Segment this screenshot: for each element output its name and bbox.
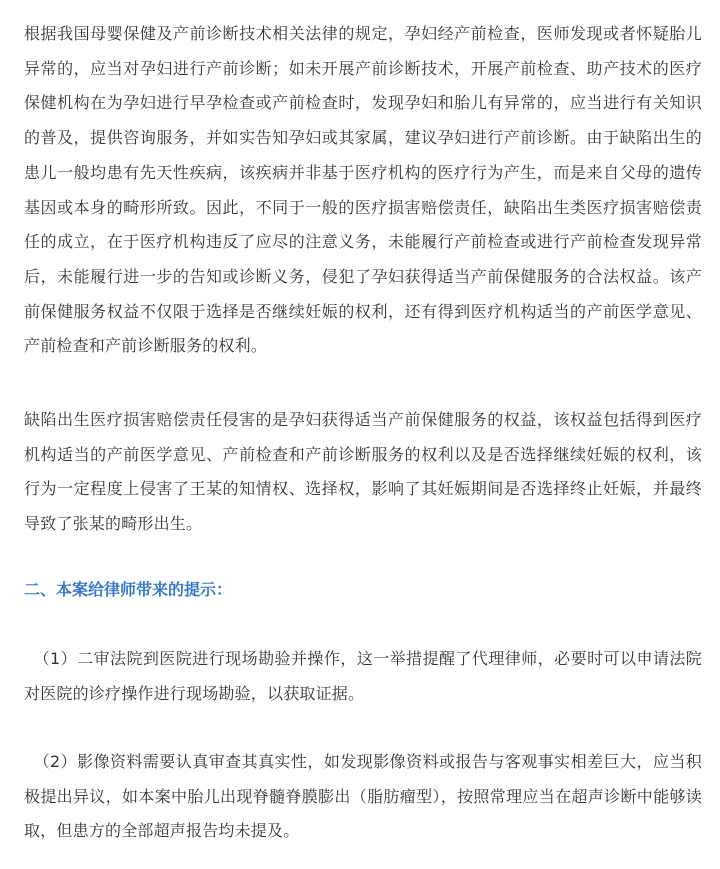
paragraph-tip-2: （2）影像资料需要认真审查其真实性，如发现影像资料或报告与客观事实相差巨大，应当积极提出异议，如本案中胎儿出现脊髓脊膜膨出（脂肪瘤型），按照常理应当在超声诊断中能够读取，但患方的全部超声报告均未提及。 — [24, 752, 702, 841]
paragraph-legal-rules: 根据我国母婴保健及产前诊断技术相关法律的规定，孕妇经产前检查，医师发现或者怀疑胎儿异常的，应当对孕妇进行产前诊断；如未开展产前诊断技术，开展产前检查、助产技术的医疗保健机构在为孕妇进行早孕检查或产前检查时，发现孕妇和胎儿有异常的，应当进行有关知识的普及，提供咨询服务，并如实告知孕妇或其家属，建议孕妇进行产前诊断。由于缺陷出生的患儿一般均患有先天性疾病，该疾病并非基于医疗机构的医疗行为产生，而是来自父母的遗传基因或本身的畸形所致。因此，不同于一般的医疗损害赔偿责任，缺陷出生类医疗损害赔偿责任的成立，在于医疗机构违反了应尽的注意义务，未能履行产前检查或进行产前检查发现异常后，未能履行进一步的告知或诊断义务，侵犯了孕妇获得适当产前保健服务的合法权益。该产前保健服务权益不仅限于选择是否继续妊娠的权利，还有得到医疗机构适当的产前医学意见、产前检查和产前诊断服务的权利。 — [24, 24, 702, 356]
section-heading: 二、本案给律师带来的提示： — [24, 580, 233, 599]
paragraph-infringed-rights: 缺陷出生医疗损害赔偿责任侵害的是孕妇获得适当产前保健服务的权益，该权益包括得到医疗机构适当的产前医学意见、产前检查和产前诊断服务的权利以及是否选择继续妊娠的权利，该行为一定程度上侵害了王某的知情权、选择权，影响了其妊娠期间是否选择终止妊娠，并最终导致了张某的畸形出生。 — [24, 410, 702, 534]
paragraph-tip-1: （1）二审法院到医院进行现场勘验并操作，这一举措提醒了代理律师，必要时可以申请法院对医院的诊疗操作进行现场勘验，以获取证据。 — [24, 649, 702, 703]
